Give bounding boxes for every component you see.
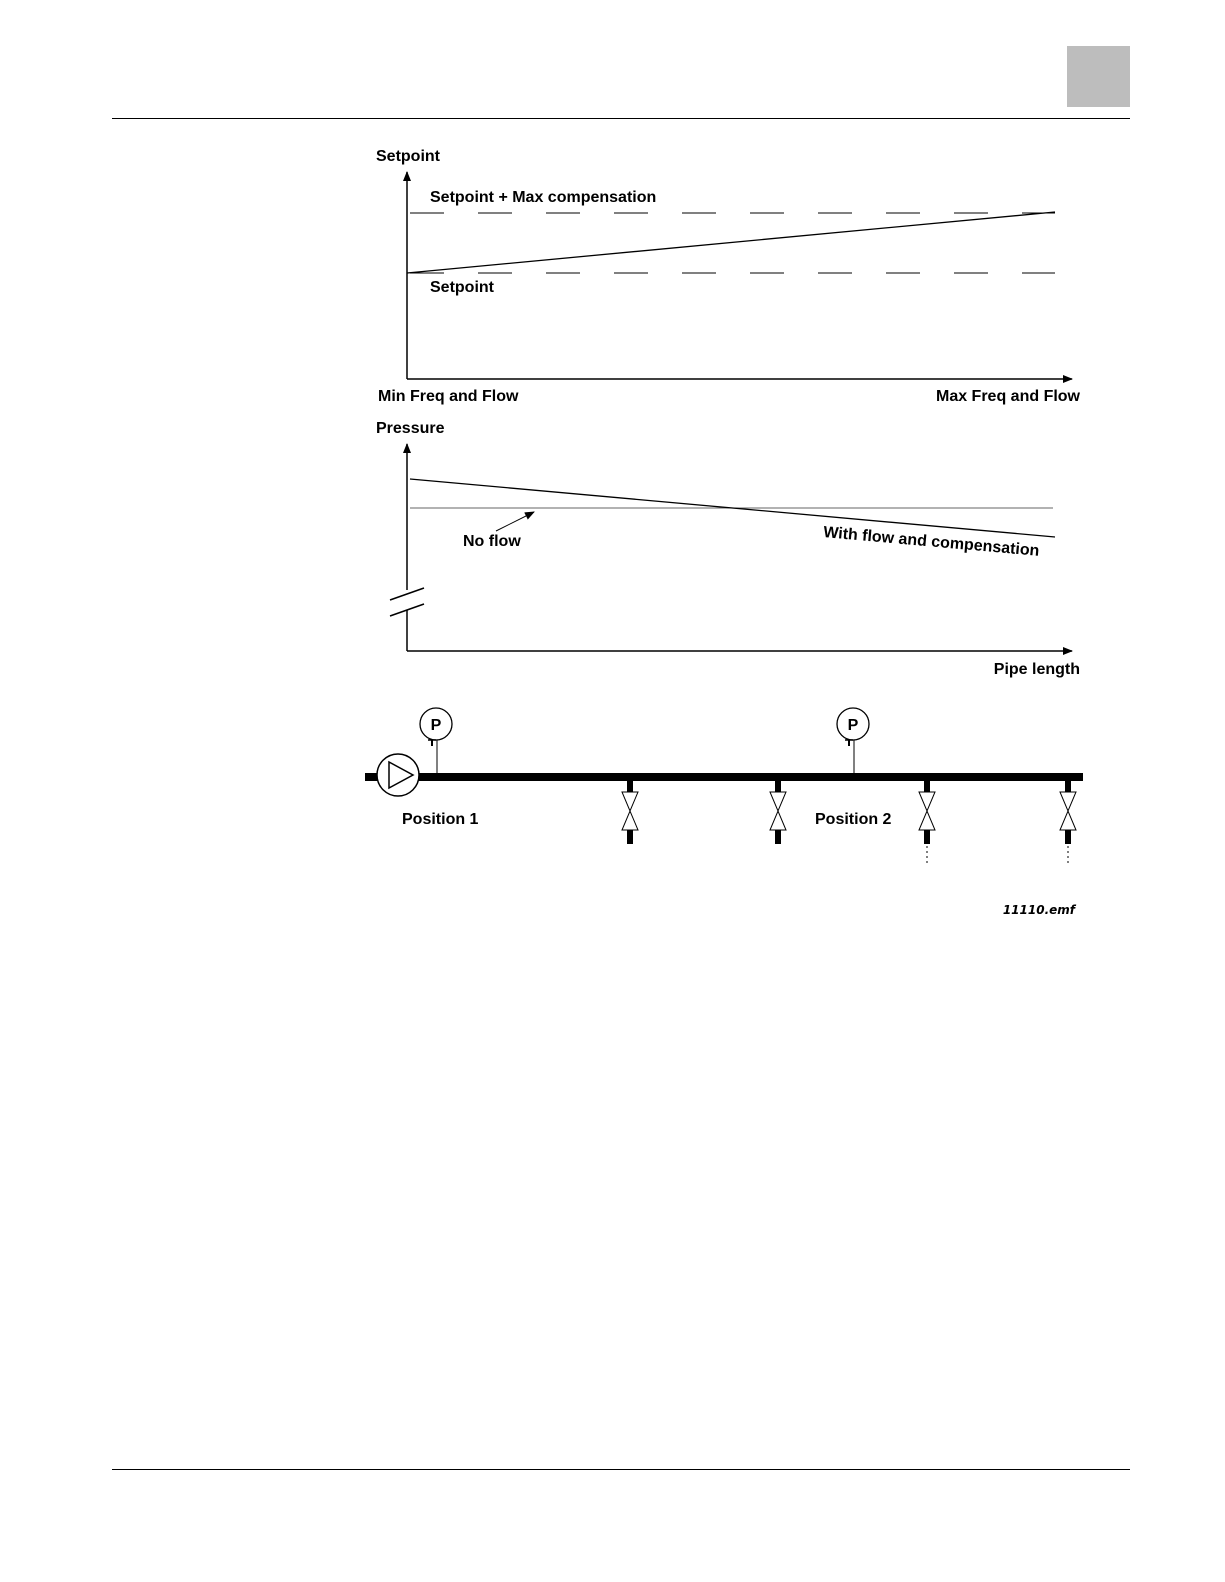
position-2-label: Position 2 <box>815 811 892 828</box>
with-flow-label: With flow and compensation <box>822 524 1041 560</box>
valve-icon <box>622 781 638 844</box>
pressure-chart <box>376 420 1080 678</box>
pressure-sensor-2 <box>837 708 869 773</box>
valve-icon <box>770 781 786 844</box>
setpoint-chart <box>376 148 1081 405</box>
x-min-label: Min Freq and Flow <box>378 388 519 405</box>
x-max-label: Max Freq and Flow <box>935 388 1080 405</box>
valve-icon <box>1060 781 1076 866</box>
no-flow-label: No flow <box>463 533 521 550</box>
max-compensation-label: Setpoint + Max compensation <box>430 189 657 206</box>
figure-filename: 11110.emf <box>1002 903 1075 917</box>
pipe-length-label: Pipe length <box>993 661 1080 678</box>
pump-icon <box>377 754 419 796</box>
sensor-2-letter: P <box>847 717 859 734</box>
sensor-1-letter: P <box>430 717 442 734</box>
no-flow-pointer <box>496 512 534 531</box>
valve-icon <box>919 781 935 866</box>
main-pipe <box>365 773 1083 781</box>
pipe-diagram <box>365 708 1083 866</box>
pressure-axis-label: Pressure <box>376 420 445 437</box>
setpoint-axis-label: Setpoint <box>376 148 440 165</box>
compensated-setpoint-line <box>407 212 1055 273</box>
pressure-sensor-1 <box>420 708 452 773</box>
setpoint-label: Setpoint <box>430 279 494 296</box>
position-1-label: Position 1 <box>402 811 479 828</box>
